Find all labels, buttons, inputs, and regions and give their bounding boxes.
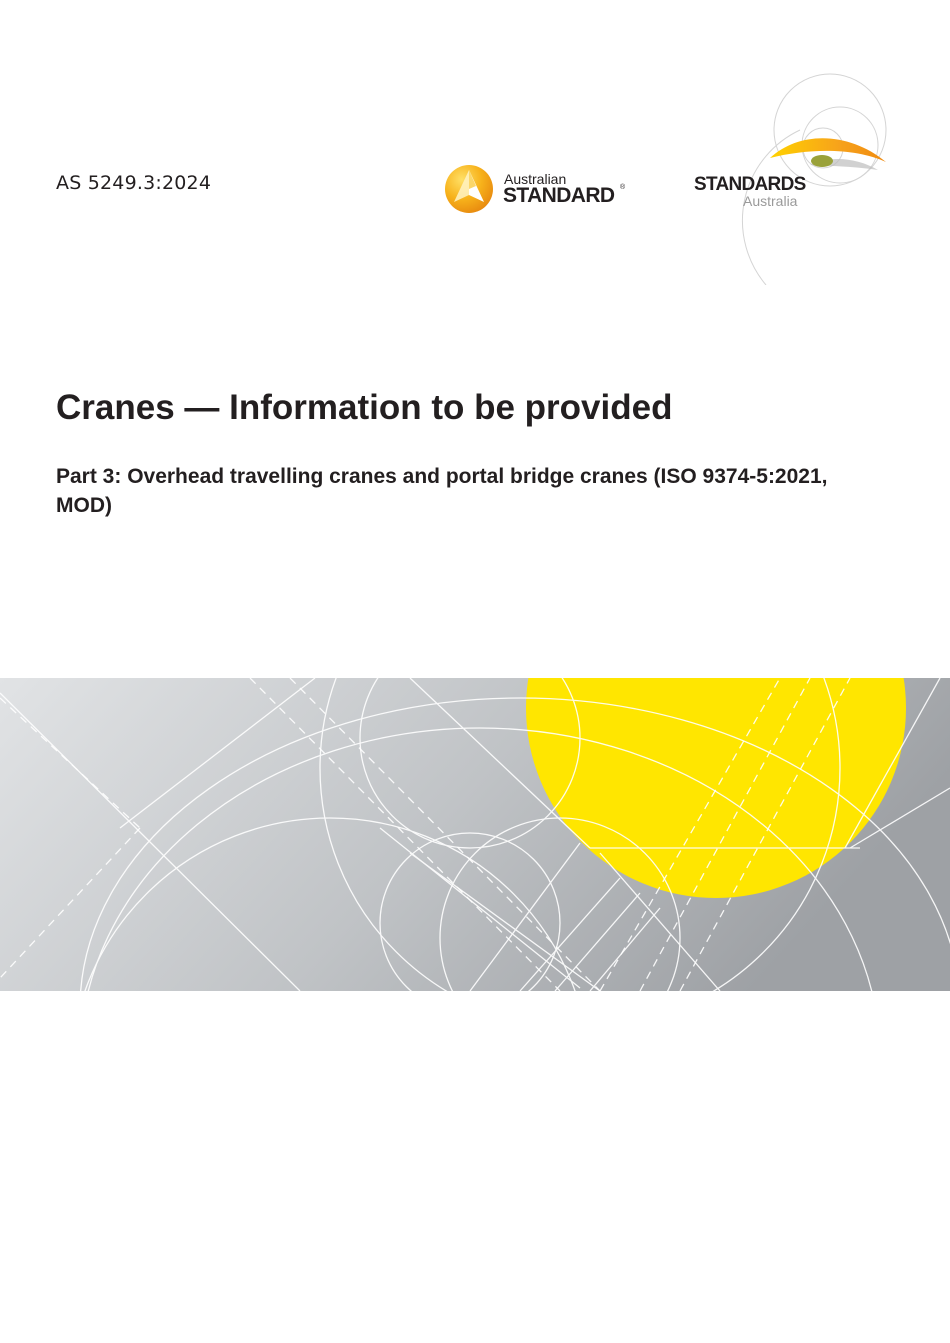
triangle-sun-icon xyxy=(444,162,498,216)
document-title: Cranes — Information to be provided xyxy=(56,388,673,427)
standards-australia-logo xyxy=(690,70,905,285)
logo-line-australian: Australian xyxy=(504,171,567,187)
logo-line-standard: STANDARD xyxy=(503,184,615,207)
geometric-pattern xyxy=(0,678,950,991)
logo-word-australia: Australia xyxy=(743,193,798,209)
australian-standard-logo xyxy=(444,162,634,216)
registered-mark: ® xyxy=(620,184,626,191)
logo-word-standards: STANDARDS xyxy=(694,174,806,195)
standard-number: AS 5249.3:2024 xyxy=(56,172,212,194)
decorative-band xyxy=(0,678,950,991)
document-subtitle: Part 3: Overhead travelling cranes and portal bridge cranes (ISO 9374-5:2021, MOD) xyxy=(56,465,828,517)
